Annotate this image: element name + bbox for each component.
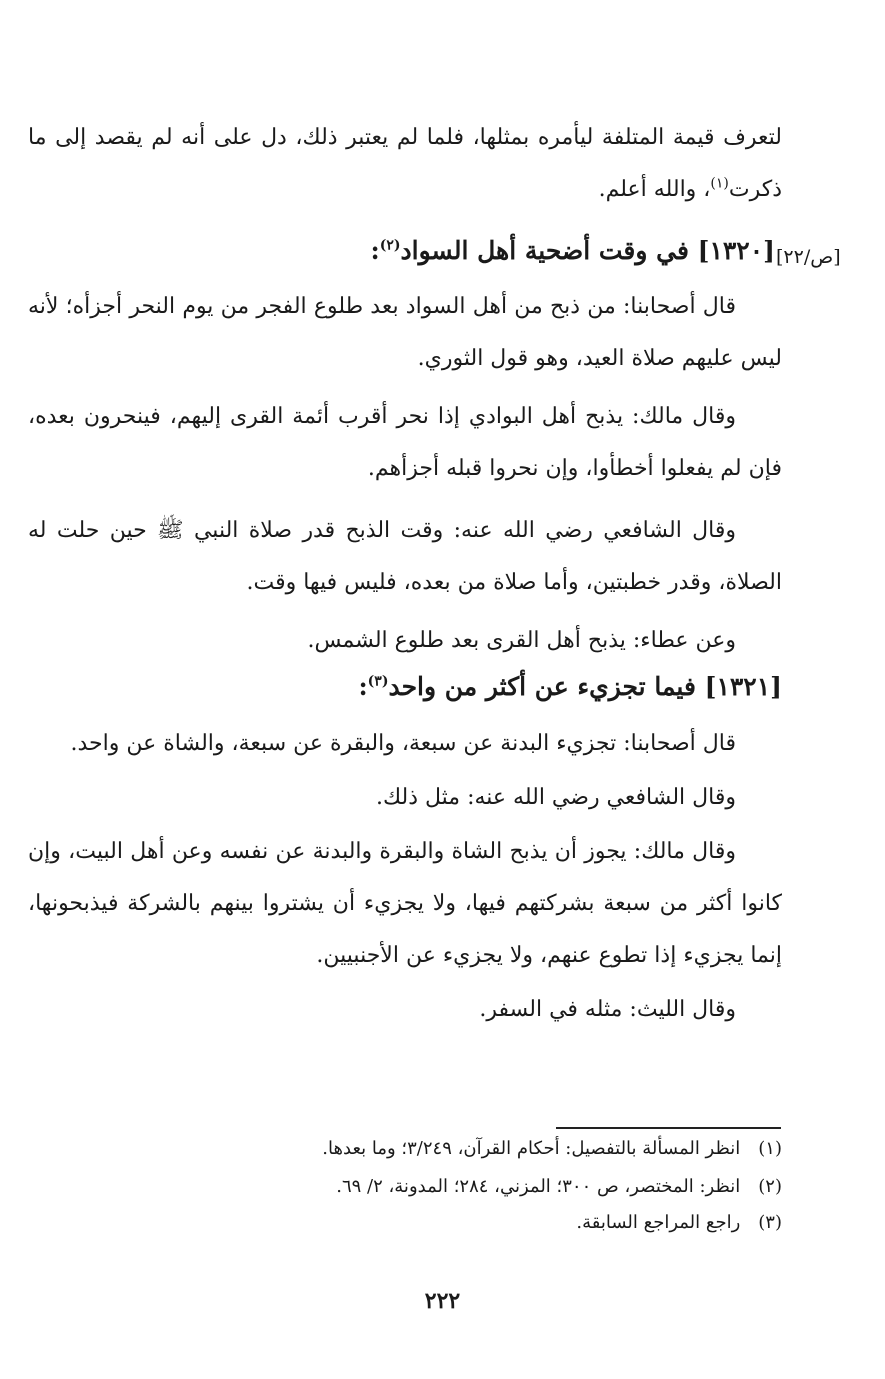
paragraph: وقال مالك: يجوز أن يذبح الشاة والبقرة والبدنة عن نفسه وعن أهل البيت، وإن كانوا أكثر من سبعة بشركتهم فيها، ولا يجزيء أن يشتروا بينهم بالشركة فيذبحونها، إنما يجزيء إذا تطوع عنهم، ولا يجزيء عن الأجنبيين. — [28, 839, 782, 968]
footnote-number: (١) — [758, 1138, 782, 1159]
intro-text-line2: ما ذكرت$^{(١)}$، والله أعلم. — [28, 125, 782, 202]
footnote-number: (٢) — [758, 1176, 782, 1197]
footnote-3 — [576, 1212, 782, 1233]
paragraph: قال أصحابنا: تجزيء البدنة عن سبعة، والبقرة عن سبعة، والشاة عن واحد. — [70, 731, 736, 756]
footnote-divider — [556, 1127, 781, 1129]
footnote-ref-2: (٢) — [379, 237, 401, 254]
footnote-number: (٣) — [758, 1212, 782, 1233]
section-1320-body — [28, 281, 782, 667]
section-1321-body — [28, 718, 782, 1036]
paragraph: وقال مالك: يذبح أهل البوادي إذا نحر أقرب أئمة القرى إليهم، فينحرون بعده، فإن لم يفعلوا أخطأوا، وإن نحروا قبله أجزأهم. — [28, 404, 782, 481]
paragraph: وقال الليث: مثله في السفر. — [479, 997, 736, 1022]
section-heading-1321: [١٣٢١] فيما تجزيء عن أكثر من واحد$^{(٣)}$: — [358, 672, 782, 701]
section-title: [١٣٢١] فيما تجزيء عن أكثر من واحد — [388, 672, 782, 701]
footnote-ref-3: (٣) — [367, 673, 389, 690]
footnote-ref-1: (١) — [710, 175, 729, 192]
section-title: [١٣٢٠] في وقت أضحية أهل السواد — [400, 236, 775, 265]
footnote-text: راجع المراجع السابقة. — [576, 1212, 741, 1233]
intro-text-line1: لتعرف قيمة المتلفة ليأمره بمثلها، فلما لم يعتبر ذلك، دل على أنه لم يقصد إلى — [55, 125, 782, 150]
paragraph: وعن عطاء: يذبح أهل القرى بعد طلوع الشمس. — [307, 628, 736, 653]
paragraph: وقال الشافعي رضي الله عنه: وقت الذبح قدر صلاة النبي ﷺ حين حلت له الصلاة، وقدر خطبتين، وأما صلاة من بعده، فليس فيها وقت. — [28, 518, 782, 595]
intro-paragraph — [28, 112, 782, 216]
paragraph: قال أصحابنا: من ذبح من أهل السواد بعد طلوع الفجر من يوم النحر أجزأه؛ لأنه ليس عليهم صلاة العيد، وهو قول الثوري. — [28, 294, 782, 371]
footnote-text: انظر المسألة بالتفصيل: أحكام القرآن، ٣/٢٤٩؛ وما بعدها. — [322, 1138, 741, 1159]
intro-line — [28, 112, 782, 216]
footnote-1 — [322, 1138, 782, 1159]
footnote-text: انظر: المختصر، ص ٣٠٠؛ المزني، ٢٨٤؛ المدونة، ٢/ ٦٩. — [336, 1176, 741, 1197]
page-number: ٢٢٢ — [424, 1288, 461, 1314]
page-reference: [ص/٢٢] — [776, 246, 841, 268]
footnote-2 — [336, 1176, 782, 1197]
section-heading-1320: [١٣٢٠] في وقت أضحية أهل السواد$^{(٢)}$: — [370, 236, 775, 265]
paragraph: وقال الشافعي رضي الله عنه: مثل ذلك. — [375, 785, 736, 810]
